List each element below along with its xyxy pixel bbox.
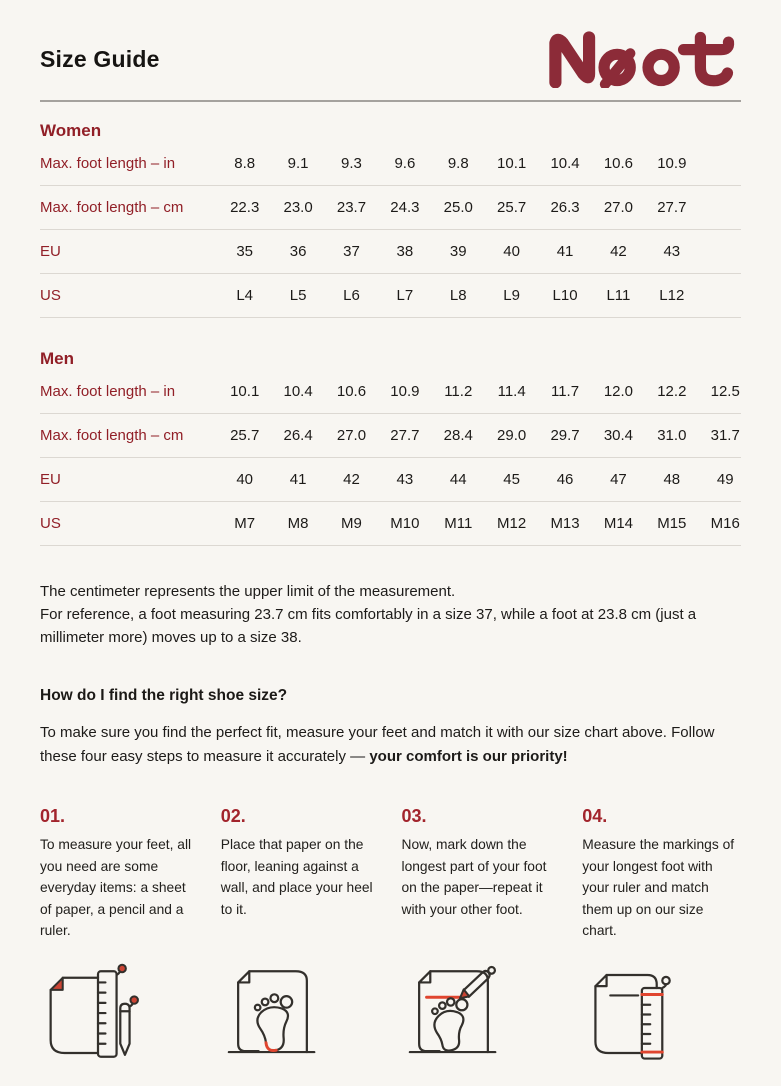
how-to-intro	[40, 721, 716, 768]
size-value: 10.4	[283, 383, 313, 400]
size-value: L6	[343, 287, 360, 304]
size-value: 11.2	[444, 383, 473, 400]
size-value: 11.4	[497, 383, 526, 400]
row-label: Max. foot length – in	[40, 155, 176, 172]
men-size-table	[40, 348, 741, 546]
steps	[40, 806, 741, 1066]
step-number: 03.	[401, 806, 427, 826]
size-value: 22.3	[230, 199, 260, 216]
size-value: 48	[663, 471, 681, 488]
size-value: 40	[236, 471, 254, 488]
table-row	[40, 186, 741, 230]
size-value: 11.7	[550, 383, 580, 400]
size-value: 25.7	[230, 427, 260, 444]
size-value: 12.5	[710, 383, 740, 400]
row-label: EU	[40, 471, 61, 488]
size-value: 9.1	[287, 155, 309, 172]
step-item-3	[402, 806, 561, 942]
table-row	[40, 274, 741, 318]
row-values	[218, 515, 752, 532]
header	[40, 30, 741, 102]
naot-logo	[541, 30, 741, 88]
size-value: 47	[610, 471, 627, 488]
size-value: 43	[663, 243, 681, 260]
row-values	[218, 155, 699, 172]
size-value: M13	[550, 515, 580, 532]
size-value: 31.0	[657, 427, 687, 444]
row-label: US	[40, 287, 61, 304]
size-value: 10.4	[550, 155, 580, 172]
row-label: US	[40, 515, 61, 532]
size-value: L7	[396, 287, 414, 304]
table-row	[40, 458, 741, 502]
naot-logo-icon	[541, 30, 741, 88]
size-value: 41	[289, 471, 307, 488]
men-heading: Men	[40, 349, 74, 368]
size-value: 28.4	[443, 427, 473, 444]
size-value: 9.3	[341, 155, 362, 172]
paper-pencil-mark-foot-icon	[402, 962, 561, 1066]
size-value: 25.0	[443, 199, 473, 216]
row-values	[218, 243, 699, 260]
size-value: M12	[497, 515, 527, 532]
size-value: 10.6	[603, 155, 634, 172]
row-label: Max. foot length – cm	[40, 427, 184, 444]
step-item-1	[40, 806, 199, 942]
size-value: 44	[449, 471, 467, 488]
women-heading: Women	[40, 121, 102, 140]
row-label: EU	[40, 243, 61, 260]
size-value: 42	[610, 243, 627, 260]
size-value: 10.9	[657, 155, 687, 172]
note-line: The centimeter represents the upper limit of the measurement.	[40, 583, 456, 600]
step-item-4	[582, 806, 741, 942]
paper-ruler-pencil-icon	[40, 962, 199, 1066]
size-value: 27.0	[603, 199, 634, 216]
step-text: Now, mark down the longest part of your foot on the paper—repeat it with your other foot.	[401, 837, 547, 917]
size-value: L4	[236, 287, 254, 304]
paper-ruler-measure-icon	[582, 962, 741, 1066]
size-value: 46	[556, 471, 574, 488]
size-value: M16	[710, 515, 740, 532]
size-value: 41	[556, 243, 574, 260]
row-label: Max. foot length – in	[40, 383, 176, 400]
size-value: 26.4	[283, 427, 313, 444]
size-value: M11	[444, 515, 473, 532]
size-value: 31.7	[710, 427, 740, 444]
step-number: 01.	[40, 806, 66, 826]
step-number: 04.	[582, 806, 608, 826]
size-value: 24.3	[390, 199, 420, 216]
row-values	[218, 471, 752, 488]
size-value: 35	[236, 243, 254, 260]
size-value: M9	[341, 515, 362, 532]
how-to-intro-bold: your comfort is our priority!	[369, 747, 568, 765]
size-value: L11	[606, 287, 631, 304]
step-number: 02.	[220, 806, 246, 826]
table-row	[40, 230, 741, 274]
size-value: L10	[552, 287, 578, 304]
how-to-heading: How do I find the right shoe size?	[40, 687, 288, 704]
size-value: 38	[396, 243, 414, 260]
size-value: 29.7	[550, 427, 580, 444]
step-text: Measure the markings of your longest foot with your ruler and match them up on our size chart.	[582, 837, 735, 939]
size-value: 30.4	[603, 427, 634, 444]
size-value: 23.7	[336, 199, 367, 216]
row-label: Max. foot length – cm	[40, 199, 184, 216]
size-value: 9.8	[447, 155, 469, 172]
size-value: 37	[343, 243, 360, 260]
size-value: 27.0	[336, 427, 367, 444]
women-size-table	[40, 120, 741, 318]
size-value: 12.0	[603, 383, 634, 400]
size-value: 10.1	[230, 383, 260, 400]
size-value: 23.0	[283, 199, 313, 216]
size-value: 43	[396, 471, 414, 488]
table-row	[40, 142, 741, 186]
size-value: 27.7	[390, 427, 420, 444]
row-values	[218, 199, 699, 216]
size-value: 12.2	[657, 383, 687, 400]
size-value: 40	[503, 243, 520, 260]
size-value: 9.6	[394, 155, 416, 172]
table-row	[40, 502, 741, 546]
size-value: M15	[657, 515, 687, 532]
row-values	[218, 427, 752, 444]
size-value: M14	[603, 515, 634, 532]
size-value: L12	[659, 287, 685, 304]
size-value: L5	[289, 287, 307, 304]
size-value: 45	[503, 471, 520, 488]
size-value: L8	[449, 287, 467, 304]
step-item-2	[221, 806, 380, 942]
size-value: 42	[343, 471, 360, 488]
size-value: 10.6	[336, 383, 367, 400]
table-row	[40, 370, 741, 414]
row-values	[218, 287, 699, 304]
note-line: For reference, a foot measuring 23.7 cm fits comfortably in a size 37, while a foot at 23.8 cm (just a millimeter more) moves up to a size 38.	[40, 606, 697, 646]
step-text: To measure your feet, all you need are some everyday items: a sheet of paper, a pencil and a ruler.	[40, 837, 192, 939]
size-value: 36	[289, 243, 307, 260]
size-value: 25.7	[497, 199, 527, 216]
size-value: 10.1	[497, 155, 527, 172]
size-value: 10.9	[390, 383, 420, 400]
measurement-notes	[40, 580, 704, 649]
row-values	[218, 383, 752, 400]
size-value: 27.7	[657, 199, 687, 216]
size-value: 26.3	[550, 199, 580, 216]
size-value: M10	[390, 515, 420, 532]
size-value: 39	[449, 243, 467, 260]
paper-footprint-heel-icon	[221, 962, 380, 1066]
size-value: 49	[716, 471, 734, 488]
table-row	[40, 414, 741, 458]
size-value: M7	[234, 515, 256, 532]
size-value: L9	[503, 287, 520, 304]
size-value: 8.8	[234, 155, 256, 172]
size-value: M8	[287, 515, 309, 532]
page-title: Size Guide	[40, 45, 160, 72]
how-to-intro-text: To make sure you find the perfect fit, measure your feet and match it with our size chart above. Follow these four easy steps to measure it accurately —	[40, 724, 715, 765]
size-value: 29.0	[497, 427, 527, 444]
step-text: Place that paper on the floor, leaning against a wall, and place your heel to it.	[220, 837, 373, 917]
